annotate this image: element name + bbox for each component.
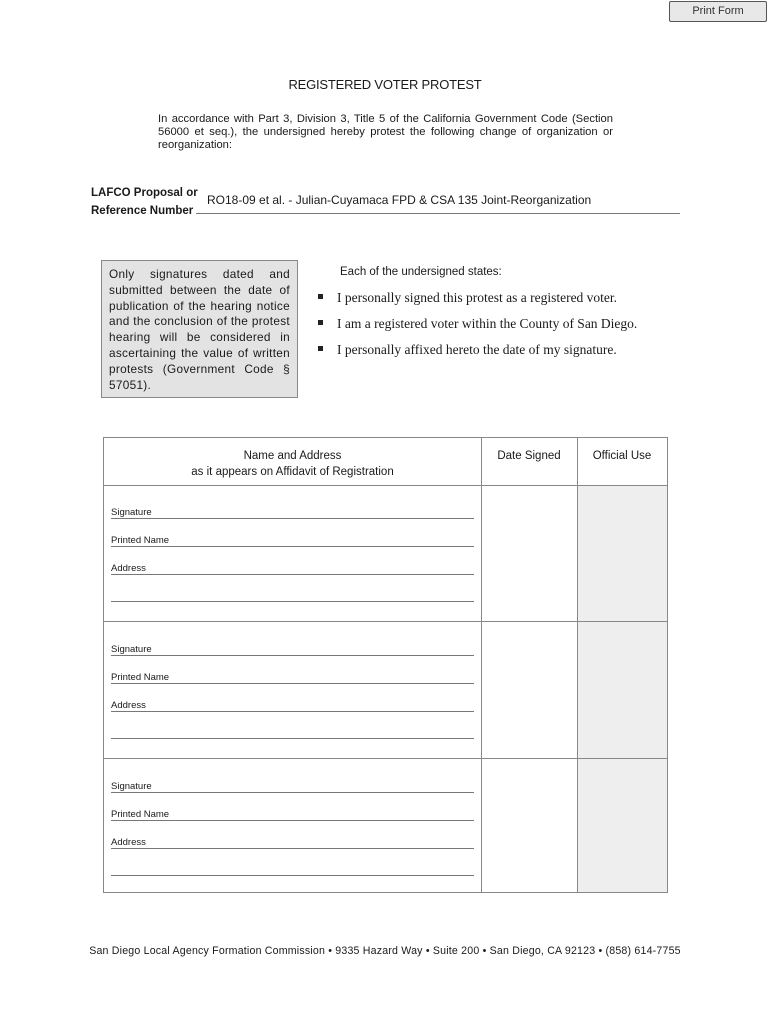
row-divider [104,621,667,622]
statement-item [318,290,617,306]
page-title: REGISTERED VOTER PROTEST [288,77,482,92]
row-divider [104,758,667,759]
header-name-address [104,448,481,480]
signature-field[interactable]: Signature [111,644,474,656]
printed-name-field[interactable]: Printed Name [111,672,474,684]
statement-text: I personally affixed hereto the date of my signature. [337,342,617,357]
bullet-square-icon [318,294,323,299]
signature-field[interactable]: Signature [111,507,474,519]
column-divider [481,438,482,892]
header-name-line2: as it appears on Affidavit of Registration [191,466,394,478]
header-official-use: Official Use [592,450,652,462]
states-heading: Each of the undersigned states: [340,266,502,278]
statement-text: I personally signed this protest as a registered voter. [337,290,618,305]
bullet-square-icon [318,320,323,325]
reference-number-line [196,213,680,214]
statement-item [318,342,617,358]
address-line-2-field[interactable] [111,864,474,876]
intro-paragraph: In accordance with Part 3, Division 3, Title 5 of the California Government Code (Section 56000 et seq.), the undersigned hereby protest the following change of organization or reorganization: [158,113,613,151]
header-date-signed: Date Signed [497,450,561,462]
lafco-label-line1: LAFCO Proposal or [91,187,198,199]
address-field[interactable]: Address [111,563,474,575]
bullet-square-icon [318,346,323,351]
printed-name-field[interactable]: Printed Name [111,535,474,547]
address-field[interactable]: Address [111,837,474,849]
print-form-button[interactable]: Print Form [669,1,767,22]
statement-text: I am a registered voter within the County of San Diego. [337,316,638,331]
signature-field[interactable]: Signature [111,781,474,793]
lafco-label [91,184,198,220]
header-name-line1: Name and Address [243,450,342,462]
footer-contact: San Diego Local Agency Formation Commission • 9335 Hazard Way • Suite 200 • San Diego, CA 92123 • (858) 614-7755 [89,945,681,957]
signature-table [103,437,668,893]
header-divider [104,485,667,486]
official-use-column [577,485,667,892]
statement-item [318,316,637,332]
reference-number-field[interactable]: RO18-09 et al. - Julian-Cuyamaca FPD & CSA 135 Joint-Reorganization [207,193,592,207]
column-divider [577,438,578,892]
address-line-2-field[interactable] [111,727,474,739]
address-line-2-field[interactable] [111,590,474,602]
printed-name-field[interactable]: Printed Name [111,809,474,821]
lafco-label-line2: Reference Number [91,205,194,217]
address-field[interactable]: Address [111,700,474,712]
signature-notice-box: Only signatures dated and submitted between the date of publication of the hearing notice and the conclusion of the protest hearing will be considered in ascertaining the value of written protests (Government Code § 57051). [101,260,298,398]
